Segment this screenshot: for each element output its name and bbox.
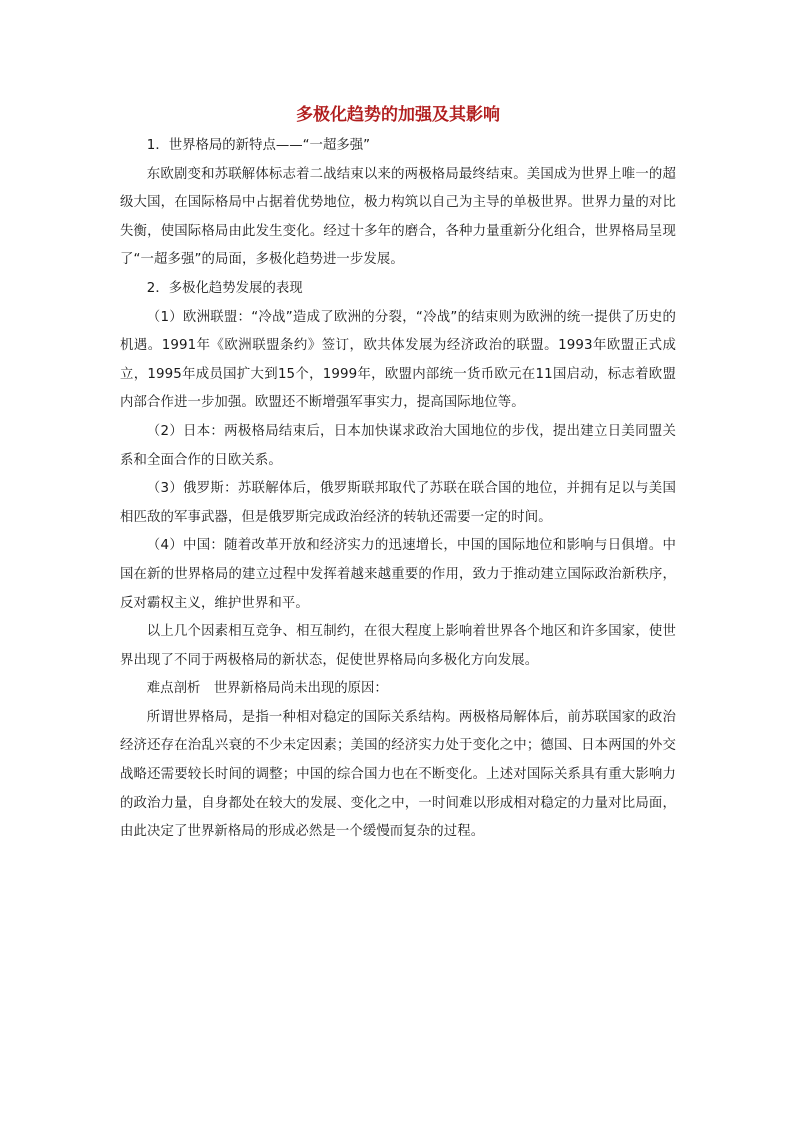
paragraph-summary: 以上几个因素相互竞争、相互制约，在很大程度上影响着世界各个地区和许多国家，使世界出现了不同于两极格局的新状态，促使世界格局向多极化方向发展。 — [120, 624, 676, 668]
section-heading-difficulty-analysis: 难点剖析 世界新格局尚未出现的原因： — [146, 681, 388, 697]
paragraph-japan: （2）日本：两极格局结束后，日本加快谋求政治大国地位的步伐，提出建立日美同盟关系和全面合作的日欧关系。 — [120, 423, 676, 468]
paragraph-eu: （1）欧洲联盟：“冷战”造成了欧洲的分裂，“冷战”的结束则为欧洲的统一提供了历史的机遇。1991年《欧洲联盟条约》签订，欧共体发展为经济政治的联盟。1993年欧盟正式成立，1995年成员国扩大到15个，1999年，欧盟内部统一货币欧元在11国启动，标志着欧盟内部合作进一步加强。欧盟还不断增强军事实力，提高国际地位等。 — [120, 309, 676, 411]
paragraph-china: （4）中国：随着改革开放和经济实力的迅速增长，中国的国际地位和影响与日俱增。中国在新的世界格局的建立过程中发挥着越来越重要的作用，致力于推动建立国际政治新秩序，反对霸权主义，维护世界和平。 — [120, 538, 676, 611]
section-heading-manifestations: 2．多极化趋势发展的表现 — [146, 280, 303, 296]
document-title: 多极化趋势的加强及其影响 — [296, 105, 500, 125]
document-page — [120, 100, 676, 847]
paragraph-end-of-bipolar: 东欧剧变和苏联解体标志着二战结束以来的两极格局最终结束。美国成为世界上唯一的超级大国，在国际格局中占据着优势地位，极力构筑以自己为主导的单极世界。世界力量的对比失衡，使国际格局由此发生变化。经过十多年的磨合，各种力量重新分化组合，世界格局呈现了“一超多强”的局面，多极化趋势进一步发展。 — [120, 166, 676, 268]
paragraph-world-pattern-reason: 所谓世界格局，是指一种相对稳定的国际关系结构。两极格局解体后，前苏联国家的政治经济还存在治乱兴衰的不少未定因素；美国的经济实力处于变化之中；德国、日本两国的外交战略还需要较长时间的调整；中国的综合国力也在不断变化。上述对国际关系具有重大影响力的政治力量，自身都处在较大的发展、变化之中，一时间难以形成相对稳定的力量对比局面，由此决定了世界新格局的形成必然是一个缓慢而复杂的过程。 — [120, 709, 676, 840]
section-heading-new-features: 1．世界格局的新特点——“一超多强” — [146, 138, 371, 153]
paragraph-russia: （3）俄罗斯：苏联解体后，俄罗斯联邦取代了苏联在联合国的地位，并拥有足以与美国相匹敌的军事武器，但是俄罗斯完成政治经济的转轨还需要一定的时间。 — [120, 481, 676, 525]
